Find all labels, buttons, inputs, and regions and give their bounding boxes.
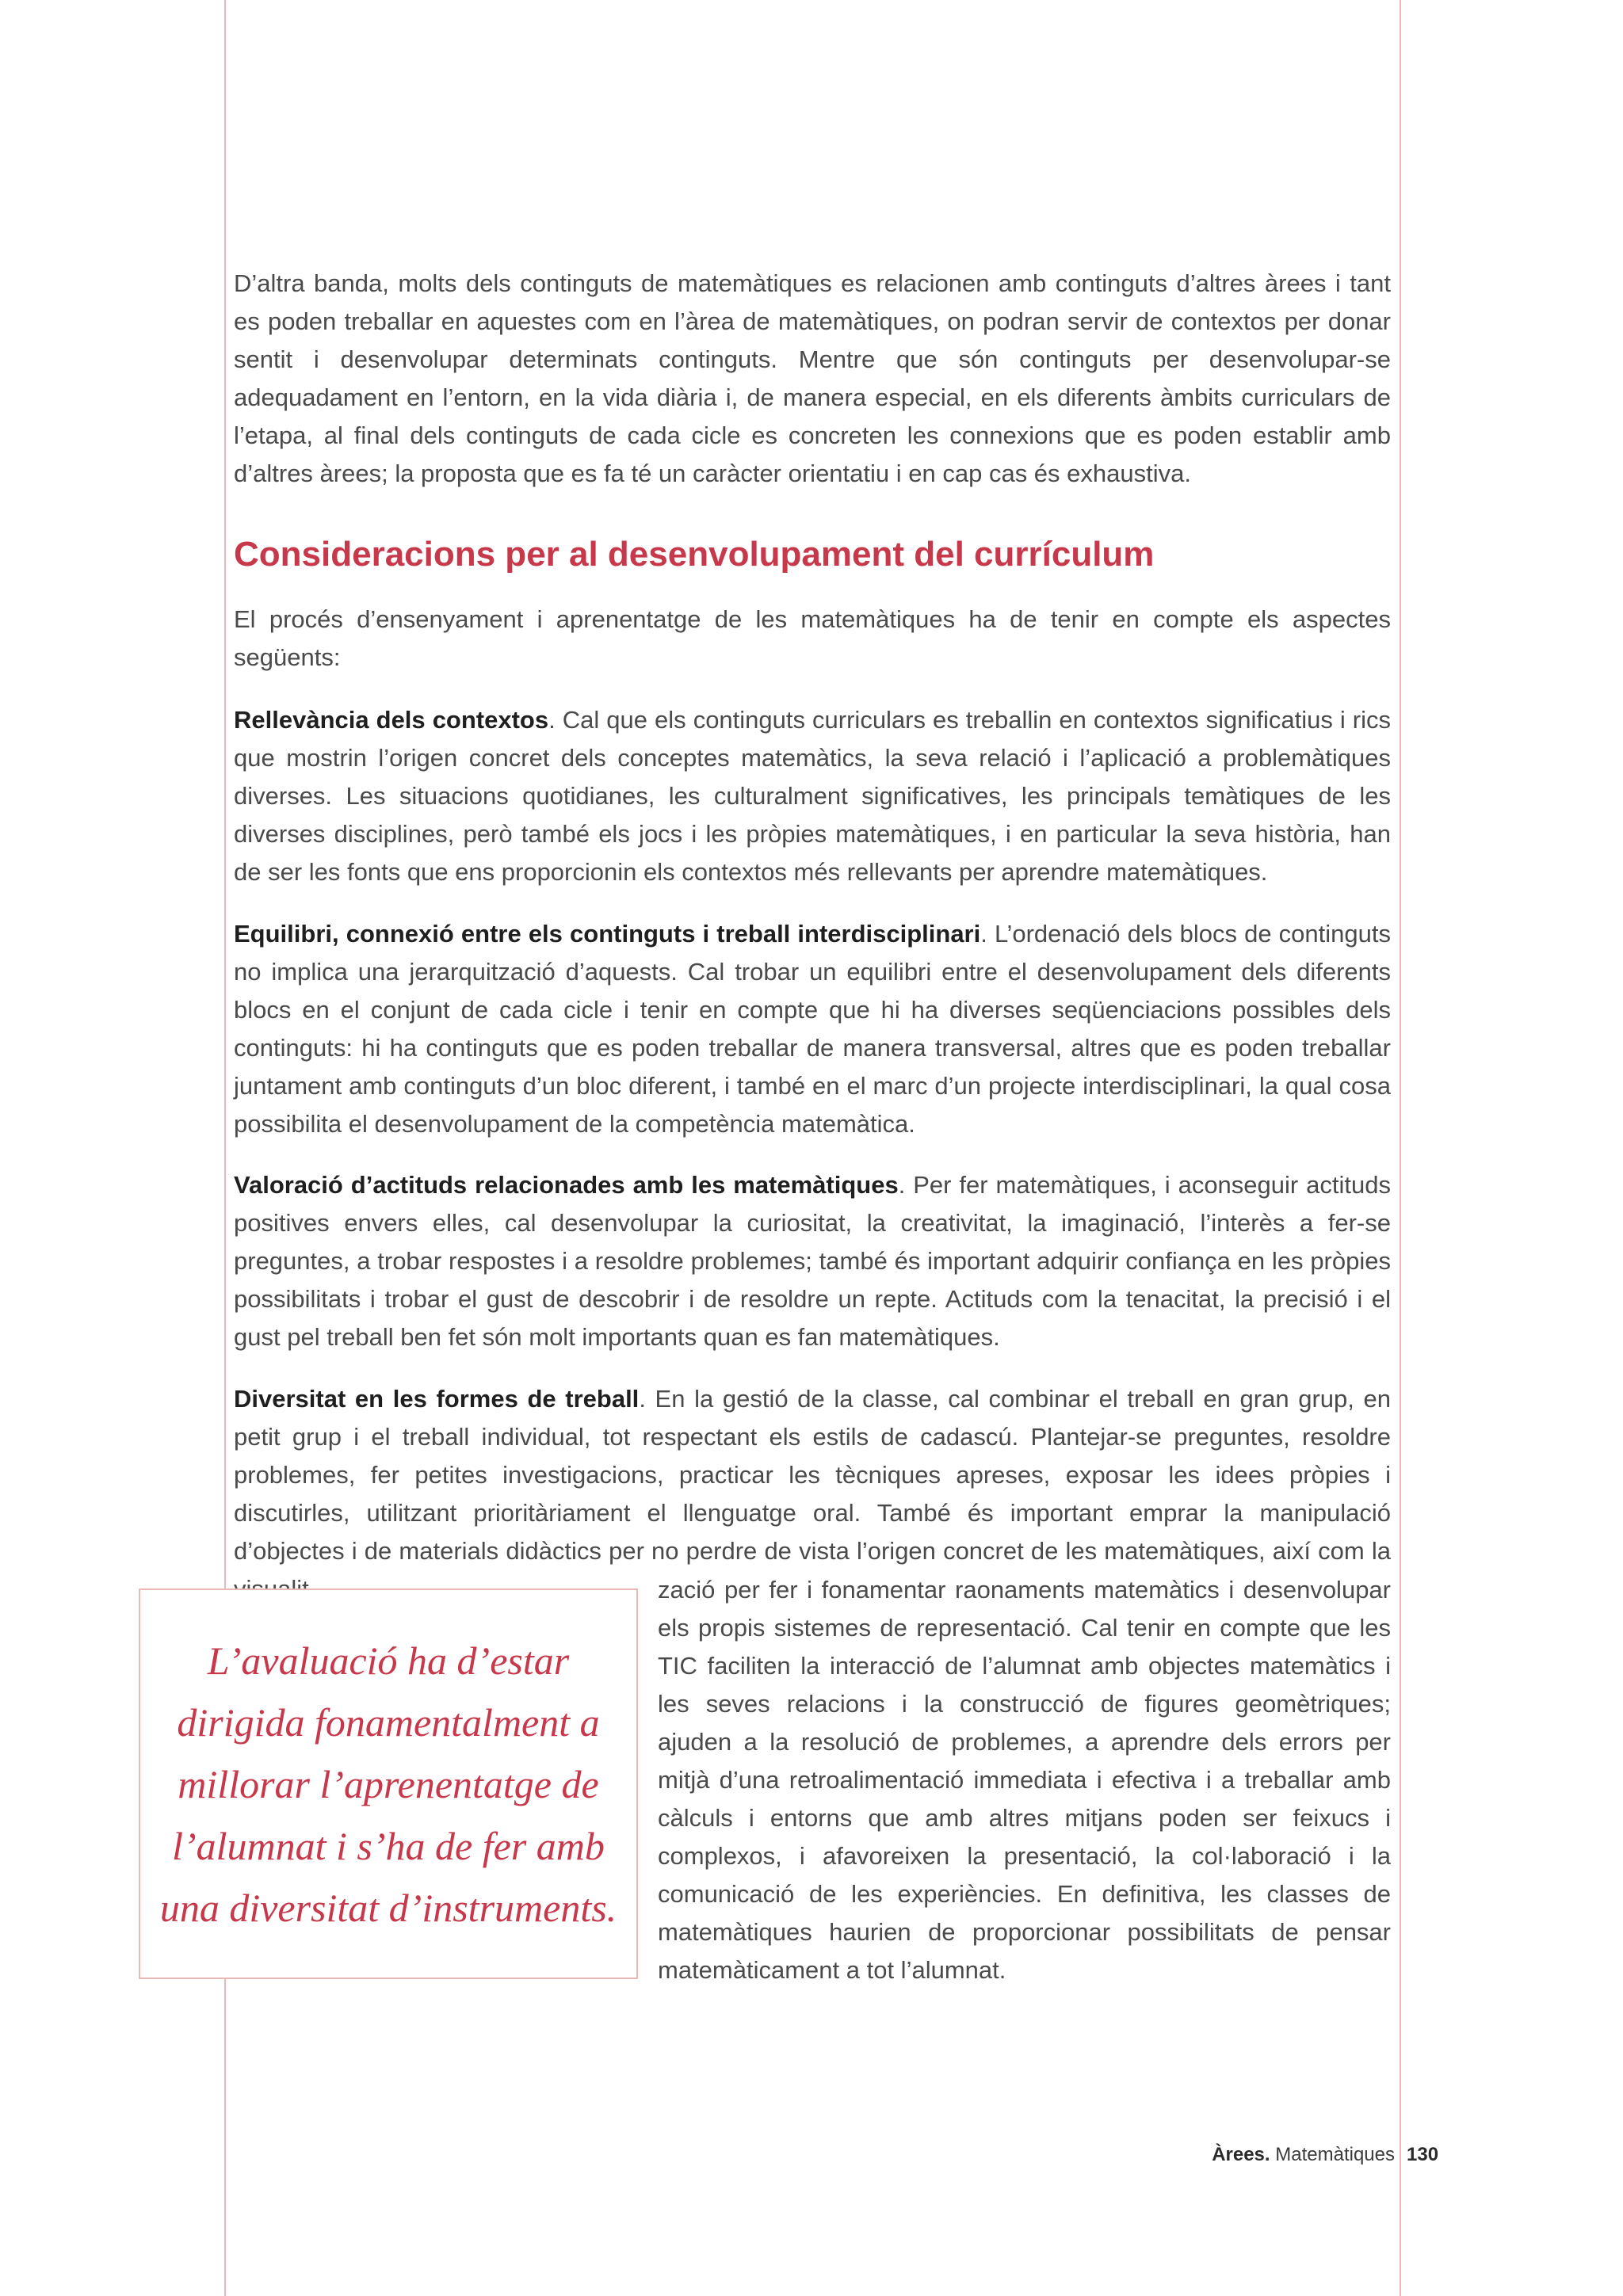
item-title: Diversitat en les formes de treball: [234, 1385, 640, 1413]
item-title: Rellevància dels contextos: [234, 706, 549, 734]
item-title: Valoració d’actituds relacionades amb les matemàtiques: [234, 1171, 899, 1199]
item-balance: [234, 915, 1391, 1143]
item-title: Equilibri, connexió entre els continguts i treball interdisciplinari: [234, 920, 981, 948]
pull-quote: L’avaluació ha d’estar dirigida fonamentalment a millorar l’aprenentatge de l’alumnat i s’ha de fer amb una diversitat d’instruments.: [159, 1638, 617, 1930]
item-contexts: [234, 701, 1391, 891]
item-attitudes: [234, 1166, 1391, 1356]
pull-quote-box: [139, 1589, 638, 1979]
item-text: . Cal que els continguts curriculars es treballin en contextos significatius i rics que mostrin l’origen concret dels conceptes matemàtics, la seva relació i l’aplicació a problemàtiques diverses. Les situacions quotidianes, les culturalment significatives, les principals temàtiques de les diverses disciplines, però també els jocs i les pròpies matemàtiques, i en particular la seva història, han de ser les fonts que ens proporcionin els contextos més rellevants per aprendre matemàtiques.: [234, 706, 1391, 886]
section-heading: Consideracions per al desenvolupament del currículum: [234, 535, 1155, 574]
item-diversity-continuation: zació per fer i fonamentar raonaments matemàtics i desenvolupar els propis sistemes de representació. Cal tenir en compte que les TIC faciliten la interacció de l’alumnat amb objectes matemàtics i les seves relacions i la construcció de figures geomètriques; ajuden a la resolució de problemes, a aprendre dels errors per mitjà d’una retroalimentació immediata i efectiva i a treballar amb càlculs i entorns que amb altres mitjans poden ser feixucs i complexos, i afavoreixen la presentació, la col·laboració i la comunicació de les experiències. En definitiva, les classes de matemàtiques haurien de proporcionar possibilitats de pensar matemàticament a tot l’alumnat.: [658, 1576, 1391, 1984]
footer-subject: Matemàtiques: [1275, 2144, 1395, 2165]
page-footer: [1030, 2142, 1395, 2168]
item-text: . En la gestió de la classe, cal combinar el treball en gran grup, en petit grup i el treball individual, tot respectant els estils de cadascú. Plantejar-se preguntes, resoldre problemes, fer petites investigacions, practicar les tècniques apreses, exposar les idees pròpies i discutirles, utilitzant prioritàriament el llenguatge oral. També és important emprar la manipulació d’objectes i de materials didàctics per no perdre de vista l’origen concret de les matemàtiques, així com la: [234, 1385, 1392, 1565]
section-lead: El procés d’ensenyament i aprenentatge de les matemàtiques ha de tenir en compte els aspectes següents:: [234, 605, 1391, 671]
item-text: . Per fer matemàtiques, i aconseguir actituds positives envers elles, cal desenvolupar la curiositat, la creativitat, la imaginació, l’interès a fer-se preguntes, a trobar respostes i a resoldre problemes; també és important adquirir confiança en les pròpies possibilitats i trobar el gust de descobrir i de resoldre un repte. Actituds com la tenacitat, la precisió i el gust pel treball ben fet són molt importants quan es fan matemàtiques.: [234, 1171, 1391, 1351]
page-number: 130: [1407, 2144, 1439, 2165]
item-text: . L’ordenació dels blocs de continguts no implica una jerarquització d’aquests. Cal trobar un equilibri entre el desenvolupament dels diferents blocs en el conjunt de cada cicle i tenir en compte que hi ha diverses seqüenciacions possibles dels continguts: hi ha continguts que es poden treballar de manera transversal, altres que es poden treballar juntament amb continguts d’un bloc diferent, i també en el marc d’un projecte interdisciplinari, la qual cosa possibilita el desenvolupament de la competència matemàtica.: [234, 920, 1391, 1138]
intro-paragraph: D’altra banda, molts dels continguts de matemàtiques es relacionen amb continguts d’altres àrees i tant es poden treballar en aquestes com en l’àrea de matemàtiques, on podran servir de contextos per donar sentit i desenvolupar determinats continguts. Mentre que són continguts per desenvolupar-se adequadament en l’entorn, en la vida diària i, de manera especial, en els diferents àmbits curriculars de l’etapa, al final dels continguts de cada cicle es concreten les connexions que es poden establir amb d’altres àrees; la proposta que es fa té un caràcter orientatiu i en cap cas és exhaustiva.: [234, 269, 1391, 487]
footer-section: Àrees.: [1212, 2144, 1270, 2165]
right-margin-rule: [1400, 0, 1401, 2296]
